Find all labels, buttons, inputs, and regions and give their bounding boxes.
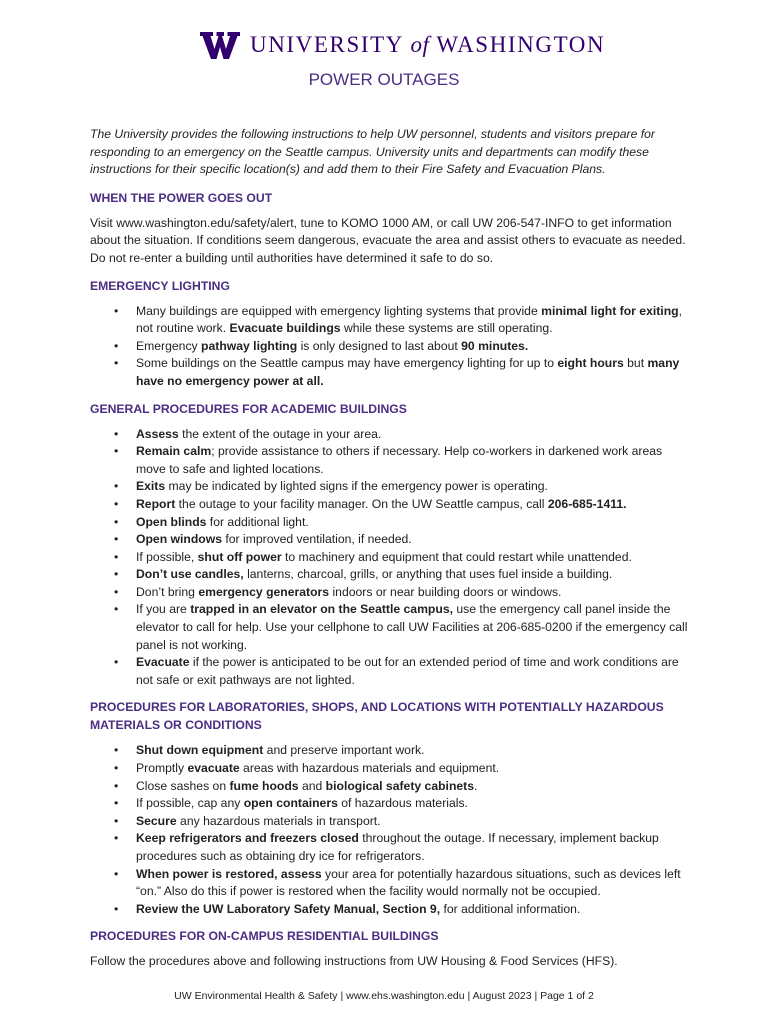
uw-wordmark-suffix: WASHINGTON xyxy=(436,32,606,57)
uw-logo-icon xyxy=(200,30,240,60)
page-title: POWER OUTAGES xyxy=(308,70,460,89)
text: the outage to your facility manager. On the UW Seattle campus, call xyxy=(175,496,548,511)
text: If possible, cap any xyxy=(136,796,244,811)
list-item xyxy=(90,443,690,478)
list-item xyxy=(90,426,690,444)
text: while these systems are still operating. xyxy=(340,321,553,336)
text: of hazardous materials. xyxy=(337,796,468,811)
bold-text: fume hoods xyxy=(229,778,299,793)
bold-text: biological safety cabinets xyxy=(325,778,474,793)
document-body xyxy=(90,126,690,980)
bold-text: Secure xyxy=(136,813,177,828)
bold-text: Exits xyxy=(136,479,166,494)
bold-text: many have no emergency power at all. xyxy=(136,356,680,388)
bold-text: 206-685-1411. xyxy=(547,496,627,511)
text: indoors or near building doors or windows. xyxy=(329,584,562,599)
text: and preserve important work. xyxy=(263,743,425,758)
list-item xyxy=(90,654,690,689)
bold-text: Review the UW Laboratory Safety Manual, Section 9, xyxy=(136,901,441,916)
list-item xyxy=(90,760,690,778)
bold-text: Report xyxy=(136,496,176,511)
bold-text: Remain calm xyxy=(136,444,212,459)
list-item xyxy=(90,742,690,760)
text: If possible, xyxy=(136,549,198,564)
text: for additional information. xyxy=(440,901,581,916)
text: Don’t bring xyxy=(136,584,199,599)
academic-list xyxy=(90,426,690,690)
text: if the power is anticipated to be out for an extended period of time and work conditions are not safe or exit pathways are not lighted. xyxy=(136,655,679,687)
power-out-paragraph: Visit www.washington.edu/safety/alert, tune to KOMO 1000 AM, or call UW 206-547-INFO to get information about the situation. If conditions seem dangerous, evacuate the area and assist others to evacuate as needed. Do not re-enter a building until authorities have determined it safe to do so. xyxy=(90,215,686,265)
lighting-list xyxy=(90,303,690,391)
list-item xyxy=(90,866,690,901)
bold-text: shut off power xyxy=(197,549,282,564)
bold-text: eight hours xyxy=(557,356,624,371)
list-item xyxy=(90,338,690,356)
list-item xyxy=(90,531,690,549)
text: Some buildings on the Seattle campus may have emergency lighting for up to xyxy=(136,356,558,371)
section-heading-academic: GENERAL PROCEDURES FOR ACADEMIC BUILDINGS xyxy=(90,401,407,416)
list-item xyxy=(90,478,690,496)
text: areas with hazardous materials and equipment. xyxy=(239,761,500,776)
bold-text: trapped in an elevator on the Seattle campus, xyxy=(190,602,453,617)
list-item xyxy=(90,830,690,865)
bold-text: pathway lighting xyxy=(201,338,298,353)
residential-paragraph: Follow the procedures above and following instructions from UW Housing & Food Services (HFS). xyxy=(90,954,618,969)
bold-text: Shut down equipment xyxy=(136,743,264,758)
text: Promptly xyxy=(136,761,188,776)
bold-text: open containers xyxy=(243,796,338,811)
intro-paragraph: The University provides the following instructions to help UW personnel, students and visitors prepare for responding to an emergency on the Seattle campus. University units and departments can modify these instructions for their specific location(s) and add them to their Fire Safety and Evacuation Plans. xyxy=(90,127,655,177)
bold-text: Keep refrigerators and freezers closed xyxy=(136,831,359,846)
section-heading-lighting: EMERGENCY LIGHTING xyxy=(90,278,230,293)
list-item xyxy=(90,566,690,584)
bold-text: When power is restored, assess xyxy=(136,866,322,881)
text: . xyxy=(474,778,478,793)
bold-text: 90 minutes. xyxy=(461,338,529,353)
list-item xyxy=(90,778,690,796)
bold-text: emergency generators xyxy=(198,584,330,599)
text: Close sashes on xyxy=(136,778,230,793)
page-footer: UW Environmental Health & Safety | www.ehs.washington.edu | August 2023 | Page 1 of 2 xyxy=(174,990,594,1002)
text: for additional light. xyxy=(206,514,309,529)
text: and xyxy=(298,778,326,793)
bold-text: Assess xyxy=(136,426,179,441)
list-item xyxy=(90,514,690,532)
list-item xyxy=(90,813,690,831)
list-item xyxy=(90,496,690,514)
uw-header xyxy=(200,28,605,62)
uw-wordmark-prefix: UNIVERSITY xyxy=(250,32,404,57)
bold-text: evacuate xyxy=(187,761,240,776)
text: but xyxy=(623,356,648,371)
text: any hazardous materials in transport. xyxy=(176,813,381,828)
text: is only designed to last about xyxy=(297,338,462,353)
bold-text: Open windows xyxy=(136,532,222,547)
text: If you are xyxy=(136,602,191,617)
bold-text: Open blinds xyxy=(136,514,207,529)
text: , not routine work. xyxy=(136,303,682,336)
list-item xyxy=(90,549,690,567)
labs-list xyxy=(90,742,690,918)
list-item xyxy=(90,303,690,338)
uw-wordmark-of: of xyxy=(410,32,430,57)
list-item xyxy=(90,901,690,919)
list-item xyxy=(90,355,690,390)
text: may be indicated by lighted signs if the emergency power is operating. xyxy=(165,479,548,494)
list-item xyxy=(90,601,690,654)
text: lanterns, charcoal, grills, or anything that uses fuel inside a building. xyxy=(243,567,613,582)
bold-text: minimal light for exiting xyxy=(541,303,679,318)
list-item xyxy=(90,584,690,602)
bold-text: Evacuate xyxy=(136,655,190,670)
text: Emergency xyxy=(136,338,202,353)
section-heading-power-out: WHEN THE POWER GOES OUT xyxy=(90,190,273,205)
text: for improved ventilation, if needed. xyxy=(222,532,412,547)
list-item xyxy=(90,795,690,813)
text: ; provide assistance to others if necessary. Help co-workers in darkened work areas move to safe and lighted locations. xyxy=(136,444,663,476)
text: Many buildings are equipped with emergency lighting systems that provide xyxy=(136,303,542,318)
bold-text: Evacuate buildings xyxy=(229,321,341,336)
text: your area for potentially hazardous situations, such as devices left “on.” Also do this if power is restored when the facility would normally not be occupied. xyxy=(136,866,681,899)
text: throughout the outage. If necessary, implement backup procedures such as obtaining dry ice for refrigerators. xyxy=(136,831,659,863)
text: to machinery and equipment that could restart while unattended. xyxy=(281,549,632,564)
bold-text: Don’t use candles, xyxy=(136,567,244,582)
section-heading-residential: PROCEDURES FOR ON-CAMPUS RESIDENTIAL BUILDINGS xyxy=(90,929,439,944)
text: the extent of the outage in your area. xyxy=(178,426,382,441)
uw-wordmark xyxy=(250,32,605,58)
section-heading-labs: PROCEDURES FOR LABORATORIES, SHOPS, AND LOCATIONS WITH POTENTIALLY HAZARDOUS MATERIALS OR CONDITIONS xyxy=(90,700,664,733)
text: use the emergency call panel inside the elevator to call for help. Use your cellphone to call UW Facilities at 206-685-0200 if the emergency call panel is not working. xyxy=(136,602,688,652)
